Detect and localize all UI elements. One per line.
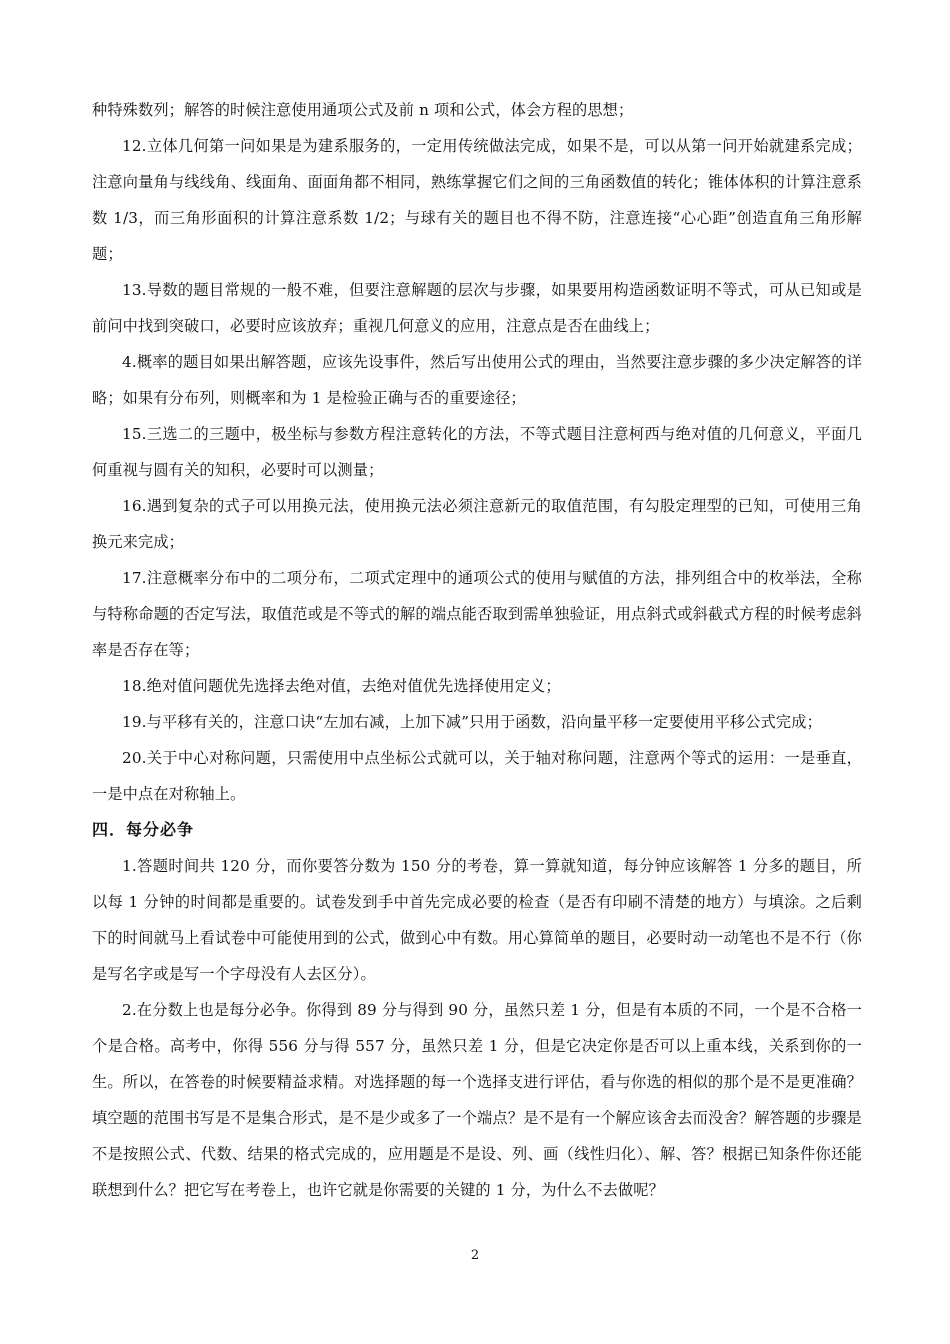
paragraph-item-2-score: 2.在分数上也是每分必争。你得到 89 分与得到 90 分，虽然只差 1 分，但是有本质的不同，一个是不合格一个是合格。高考中，你得 556 分与得 557 分，虽然只差 1 分，但是它决定你是否可以上重本线，关系到你的一生。所以，在答卷的时候要精益求精。对选择题的每一个选择支进行评估，看与你选的相似的那个是不是更准确？填空题的范围书写是不是集合形式，是不是少或多了一个端点？是不是有一个解应该舍去而没舍？解答题的步骤是不是按照公式、代数、结果的格式完成的，应用题是不是设、列、画（线性归化）、解、答？根据已知条件你还能联想到什么？把它写在考卷上，也许它就是你需要的关键的 1 分，为什么不去做呢？ <box>92 1001 862 1199</box>
paragraph-item-18-absolute-value: 18.绝对值问题优先选择去绝对值，去绝对值优先选择使用定义； <box>122 677 561 695</box>
paragraph-item-15-elective: 15.三选二的三题中，极坐标与参数方程注意转化的方法，不等式题目注意柯西与绝对值的几何意义，平面几何重视与圆有关的知积，必要时可以测量； <box>92 425 862 479</box>
paragraph-item-19-translation: 19.与平移有关的，注意口诀“左加右减，上加下减”只用于函数，沿向量平移一定要使用平移公式完成； <box>122 713 822 731</box>
paragraph-item-20-symmetry: 20.关于中心对称问题，只需使用中点坐标公式就可以，关于轴对称问题，注意两个等式的运用：一是垂直，一是中点在对称轴上。 <box>92 749 862 803</box>
section-heading: 四．每分必争 <box>92 820 195 839</box>
document-body <box>92 92 862 1208</box>
paragraph-item-16-substitution: 16.遇到复杂的式子可以用换元法，使用换元法必须注意新元的取值范围，有勾股定理型的已知，可使用三角换元来完成； <box>92 497 862 551</box>
paragraph-item-13-derivatives: 13.导数的题目常规的一般不难，但要注意解题的层次与步骤，如果要用构造函数证明不等式，可从已知或是前问中找到突破口，必要时应该放弃；重视几何意义的应用，注意点是否在曲线上； <box>92 281 862 335</box>
paragraph-item-4-probability: 4.概率的题目如果出解答题，应该先设事件，然后写出使用公式的理由，当然要注意步骤的多少决定解答的详略；如果有分布列，则概率和为 1 是检验正确与否的重要途径； <box>92 353 862 407</box>
paragraph-item-17-binomial: 17.注意概率分布中的二项分布，二项式定理中的通项公式的使用与赋值的方法，排列组合中的枚举法，全称与特称命题的否定写法，取值范或是不等式的解的端点能否取到需单独验证，用点斜式或斜截式方程的时候考虑斜率是否存在等； <box>92 569 862 659</box>
paragraph-item-12-solid-geometry: 12.立体几何第一问如果是为建系服务的，一定用传统做法完成，如果不是，可以从第一问开始就建系完成；注意向量角与线线角、线面角、面面角都不相同，熟练掌握它们之间的三角函数值的转化；锥体体积的计算注意系数 1/3，而三角形面积的计算注意系数 1/2；与球有关的题目也不得不防，注意连接“心心距”创造直角三角形解题； <box>92 137 862 263</box>
paragraph-item-1-time: 1.答题时间共 120 分，而你要答分数为 150 分的考卷，算一算就知道，每分钟应该解答 1 分多的题目，所以每 1 分钟的时间都是重要的。试卷发到手中首先完成必要的检查（是否有印刷不清楚的地方）与填涂。之后剩下的时间就马上看试卷中可能使用到的公式，做到心中有数。用心算简单的题目，必要时动一动笔也不是不行（你是写名字或是写一个字母没有人去区分）。 <box>92 857 862 983</box>
paragraph-sequences-continued: 种特殊数列；解答的时候注意使用通项公式及前 n 项和公式，体会方程的思想； <box>92 101 634 119</box>
page-number: 2 <box>470 1248 480 1263</box>
